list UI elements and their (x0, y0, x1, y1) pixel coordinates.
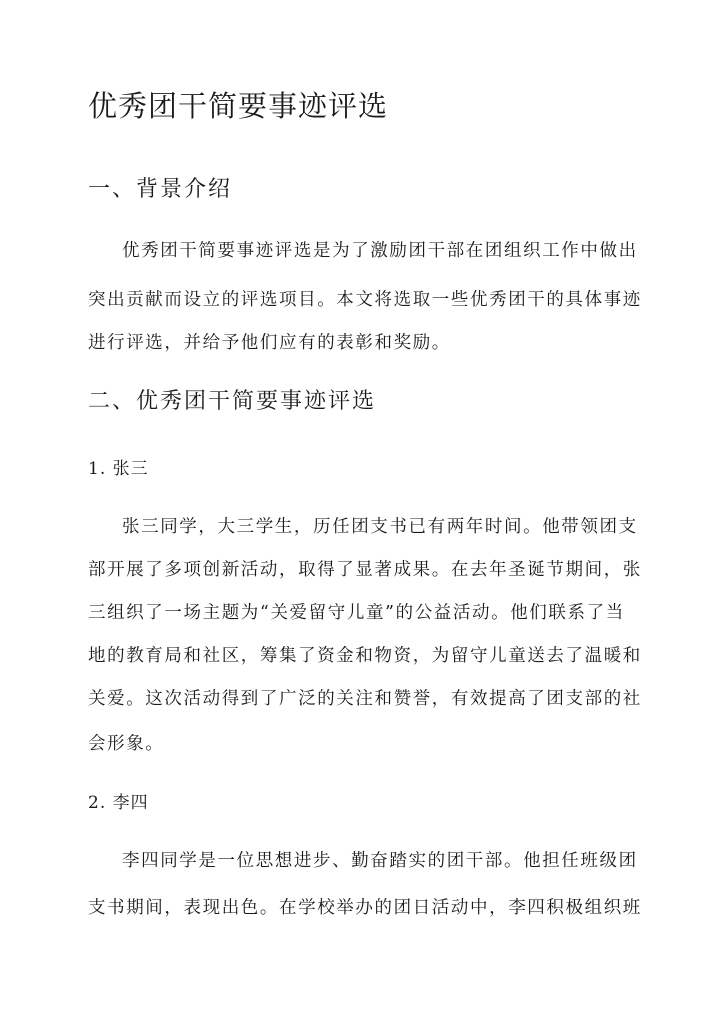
paragraph-line: 关爱。这次活动得到了广泛的关注和赞誉，有效提高了团支部的社 (88, 689, 642, 709)
paragraph-line: 突出贡献而设立的评选项目。本文将选取一些优秀团干的具体事迹 (88, 290, 642, 310)
paragraph-line: 地的教育局和社区，筹集了资金和物资，为留守儿童送去了温暖和 (88, 646, 642, 666)
document-title: 优秀团干简要事迹评选 (88, 89, 389, 123)
item-heading-zhangsan: 1. 张三 (88, 459, 149, 479)
paragraph-line: 会形象。 (88, 734, 165, 754)
section-heading-background: 一、背景介绍 (88, 177, 233, 202)
paragraph-line: 三组织了一场主题为“关爱留守儿童”的公益活动。他们联系了当 (88, 603, 625, 623)
paragraph-line: 进行评选，并给予他们应有的表彰和奖励。 (88, 333, 451, 353)
section-heading-selection: 二、优秀团干简要事迹评选 (88, 389, 377, 414)
item-heading-lisi: 2. 李四 (88, 793, 149, 813)
paragraph-line: 李四同学是一位思想进步、勤奋踏实的团干部。他担任班级团 (122, 851, 638, 871)
paragraph-line: 支书期间，表现出色。在学校举办的团日活动中，李四积极组织班 (88, 898, 642, 918)
paragraph-line: 优秀团干简要事迹评选是为了激励团干部在团组织工作中做出 (122, 241, 638, 261)
paragraph-line: 张三同学，大三学生，历任团支书已有两年时间。他带领团支 (122, 517, 638, 537)
paragraph-line: 部开展了多项创新活动，取得了显著成果。在去年圣诞节期间，张 (88, 560, 642, 580)
